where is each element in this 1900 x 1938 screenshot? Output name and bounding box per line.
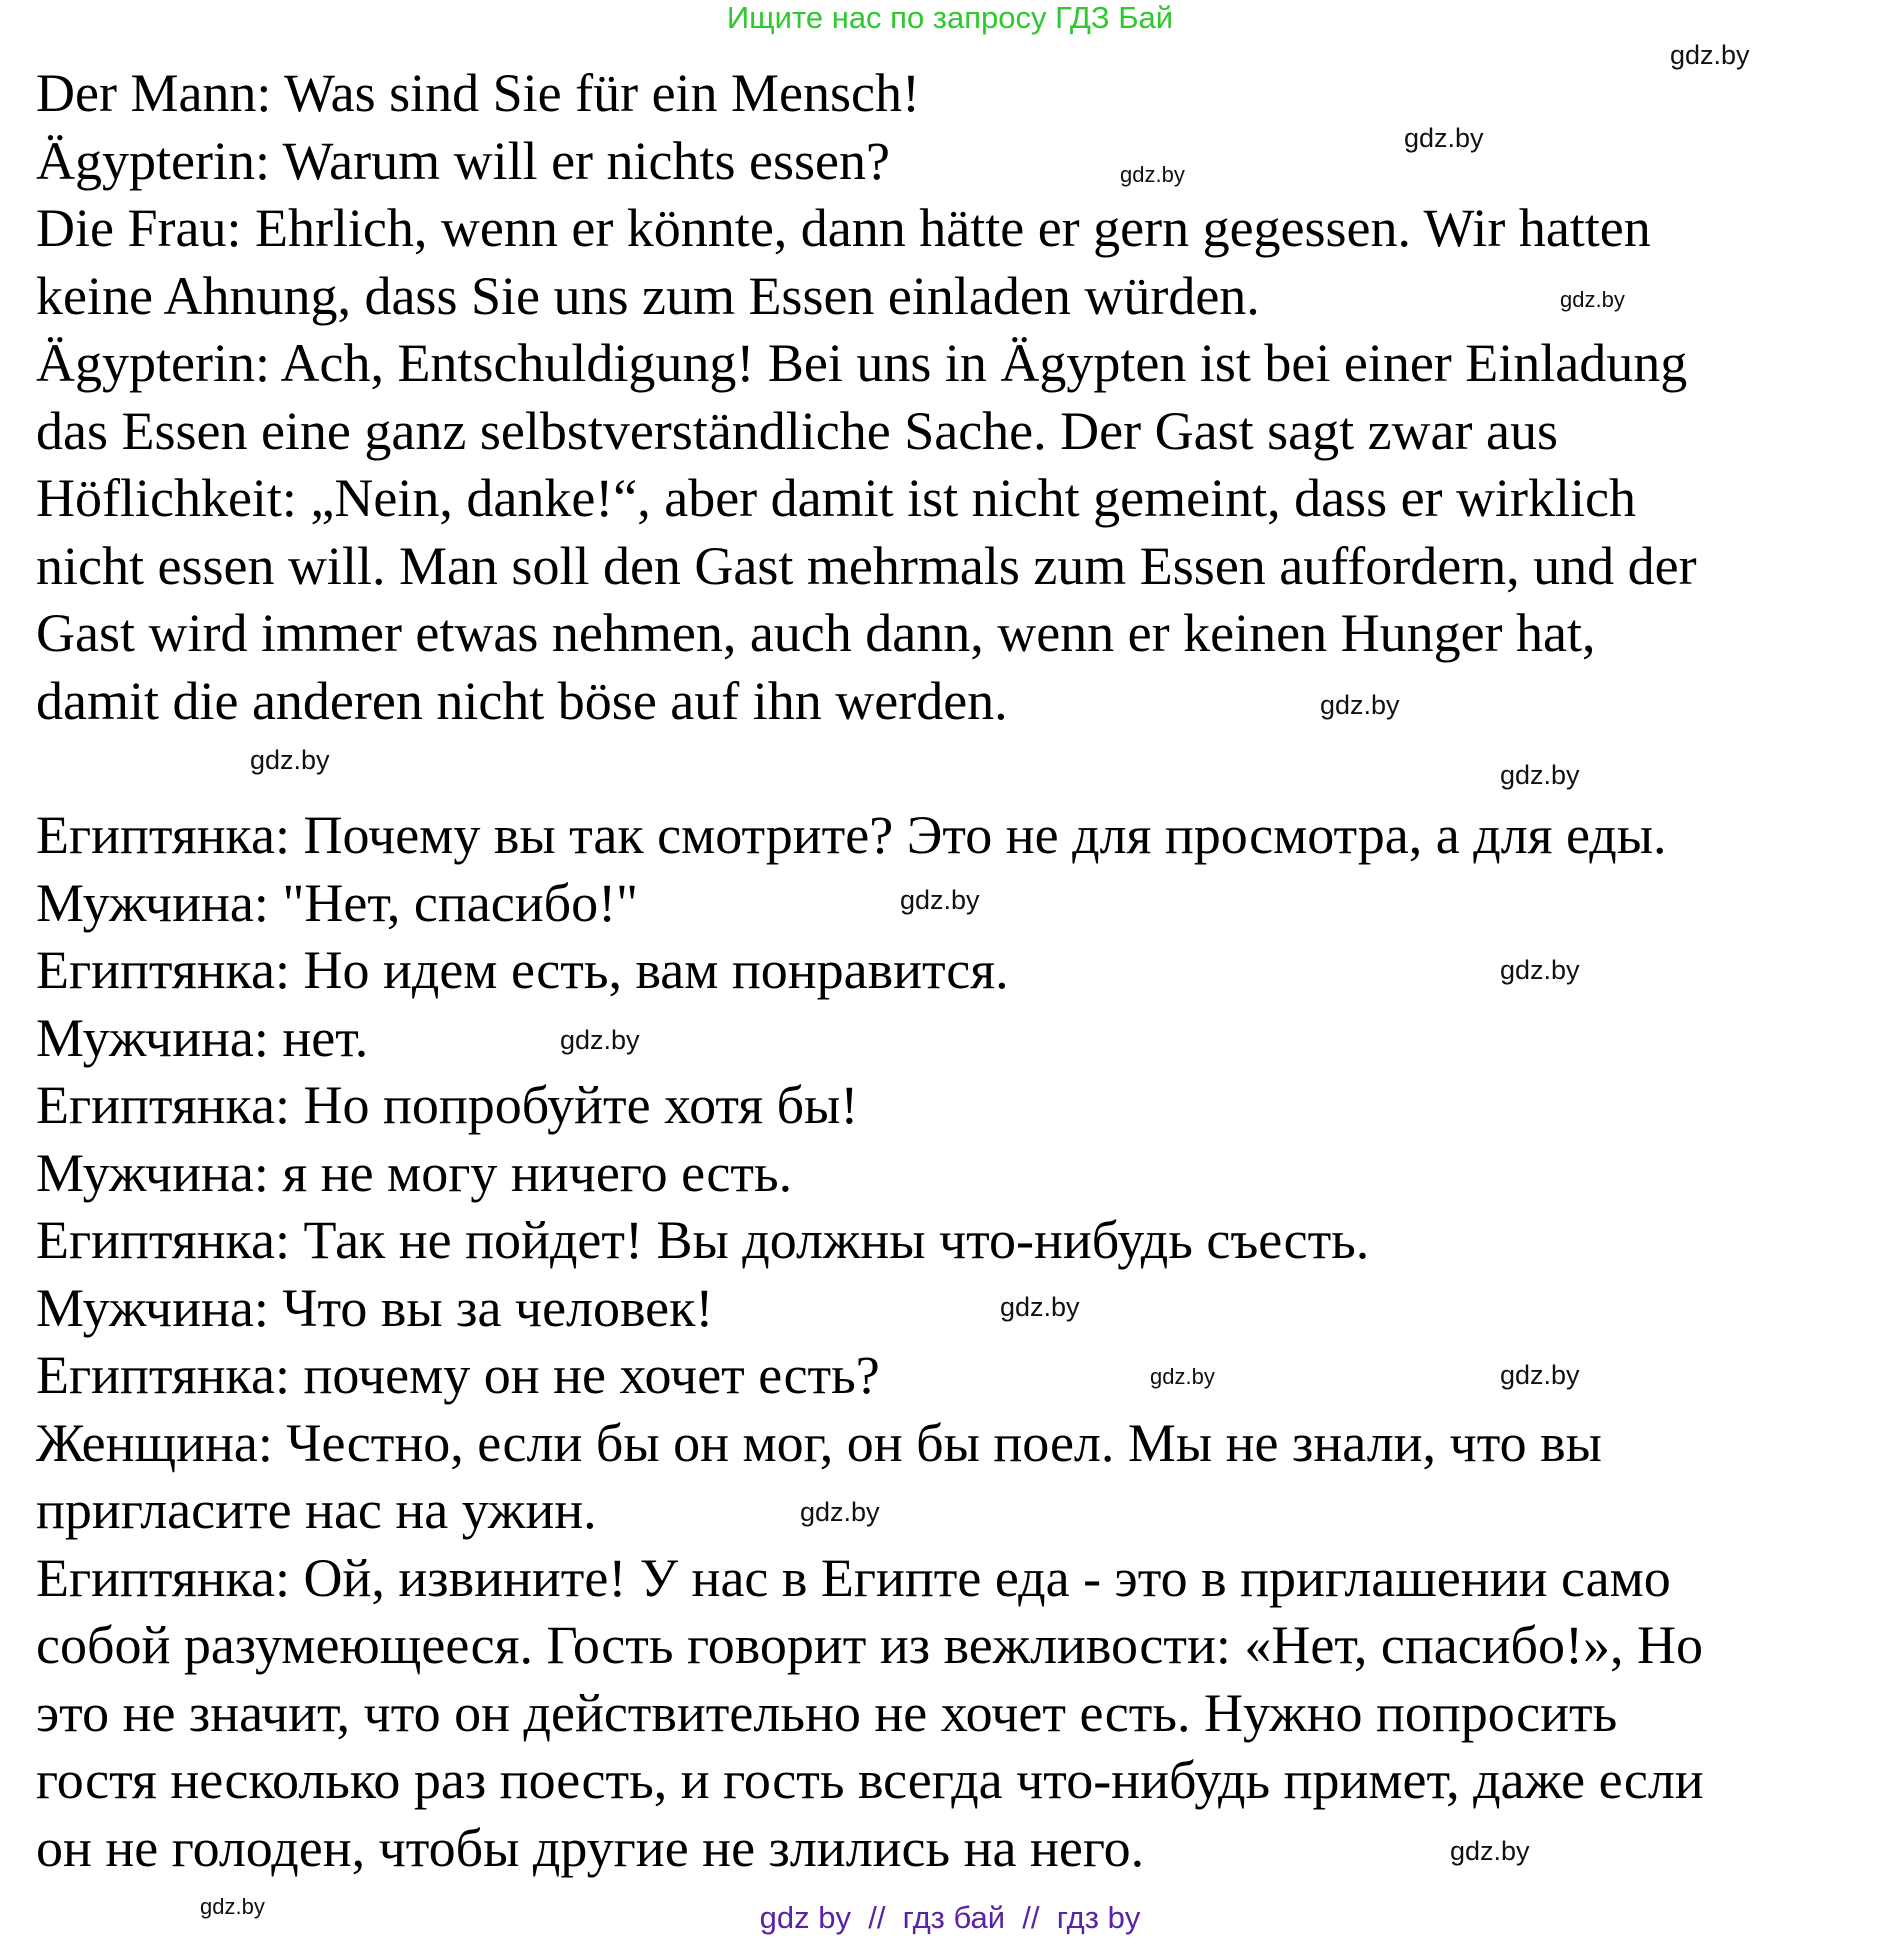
watermark: gdz.by (1404, 123, 1484, 153)
watermark: gdz.by (1500, 1360, 1580, 1390)
text-line: Мужчина: нет. (36, 1007, 369, 1068)
watermark: gdz.by (1150, 1364, 1215, 1389)
text-line: Мужчина: Что вы за человек! (36, 1277, 714, 1338)
watermark: gdz.by (1120, 162, 1185, 187)
text-line: Египтянка: Ой, извините! У нас в Египте еда - это в приглашении само (36, 1547, 1671, 1608)
text-line: собой разумеющееся. Гость говорит из вежливости: «Нет, спасибо!», Но (36, 1615, 1704, 1675)
text-line: Höflichkeit: „Nein, danke!“, aber damit ist nicht gemeint, dass er wirklich (36, 468, 1636, 528)
watermark: gdz.by (1000, 1292, 1080, 1322)
text-line: Египтянка: Но идем есть, вам понравится. (36, 940, 1009, 1000)
search-banner: Ищите нас по запросу ГДЗ Бай (726, 0, 1174, 35)
text-line: это не значит, что он действительно не хочет есть. Нужно попросить (36, 1682, 1618, 1743)
text-line: Женщина: Честно, если бы он мог, он бы поел. Мы не знали, что вы (36, 1412, 1602, 1473)
watermark: gdz.by (800, 1497, 880, 1527)
watermark: gdz.by (900, 885, 980, 915)
text-line: Египтянка: Так не пойдет! Вы должны что-нибудь съесть. (36, 1210, 1370, 1270)
watermark: gdz.by (560, 1025, 640, 1055)
text-line: Мужчина: я не могу ничего есть. (36, 1142, 793, 1203)
watermark: gdz.by (1560, 287, 1625, 312)
text-line: Ägypterin: Warum will er nichts essen? (36, 130, 890, 191)
watermark: gdz.by (1320, 690, 1400, 720)
watermark: gdz.by (250, 745, 330, 775)
text-line: nicht essen will. Man soll den Gast mehrmals zum Essen auffordern, und der (36, 535, 1697, 596)
text-line: Der Mann: Was sind Sie für ein Mensch! (36, 63, 920, 123)
text-line: Мужчина: "Нет, спасибо!" (36, 872, 639, 933)
text-line: Египтянка: Почему вы так смотрите? Это не для просмотра, а для еды. (36, 805, 1667, 865)
watermark: gdz.by (1670, 40, 1750, 70)
text-line: Ägypterin: Ach, Entschuldigung! Bei uns in Ägypten ist bei einer Einladung (36, 333, 1688, 393)
text-line: Египтянка: Но попробуйте хотя бы! (36, 1075, 859, 1135)
text-line: он не голоден, чтобы другие не злились на него. (36, 1817, 1145, 1878)
text-line: Gast wird immer etwas nehmen, auch dann, wenn er keinen Hunger hat, (36, 603, 1596, 663)
watermark: gdz.by (1500, 760, 1580, 790)
russian-text (36, 802, 1704, 1882)
watermark: gdz.by (1500, 955, 1580, 985)
text-line: das Essen eine ganz selbstverständliche Sache. Der Gast sagt zwar aus (36, 400, 1558, 461)
watermark: gdz.by (200, 1894, 265, 1919)
text-line: пригласите нас на ужин. (36, 1480, 597, 1540)
text-line: Die Frau: Ehrlich, wenn er könnte, dann hätte er gern gegessen. Wir hatten (36, 198, 1651, 258)
footer-links: gdz by // гдз бай // гдз by (759, 1900, 1141, 1935)
text-line: damit die anderen nicht böse auf ihn werden. (36, 670, 1008, 731)
text-line: keine Ahnung, dass Sie uns zum Essen einladen würden. (36, 265, 1260, 326)
text-line: гостя несколько раз поесть, и гость всегда что-нибудь примет, даже если (36, 1750, 1704, 1810)
german-text (36, 60, 1697, 735)
watermark: gdz.by (1450, 1836, 1530, 1866)
text-line: Египтянка: почему он не хочет есть? (36, 1345, 880, 1405)
